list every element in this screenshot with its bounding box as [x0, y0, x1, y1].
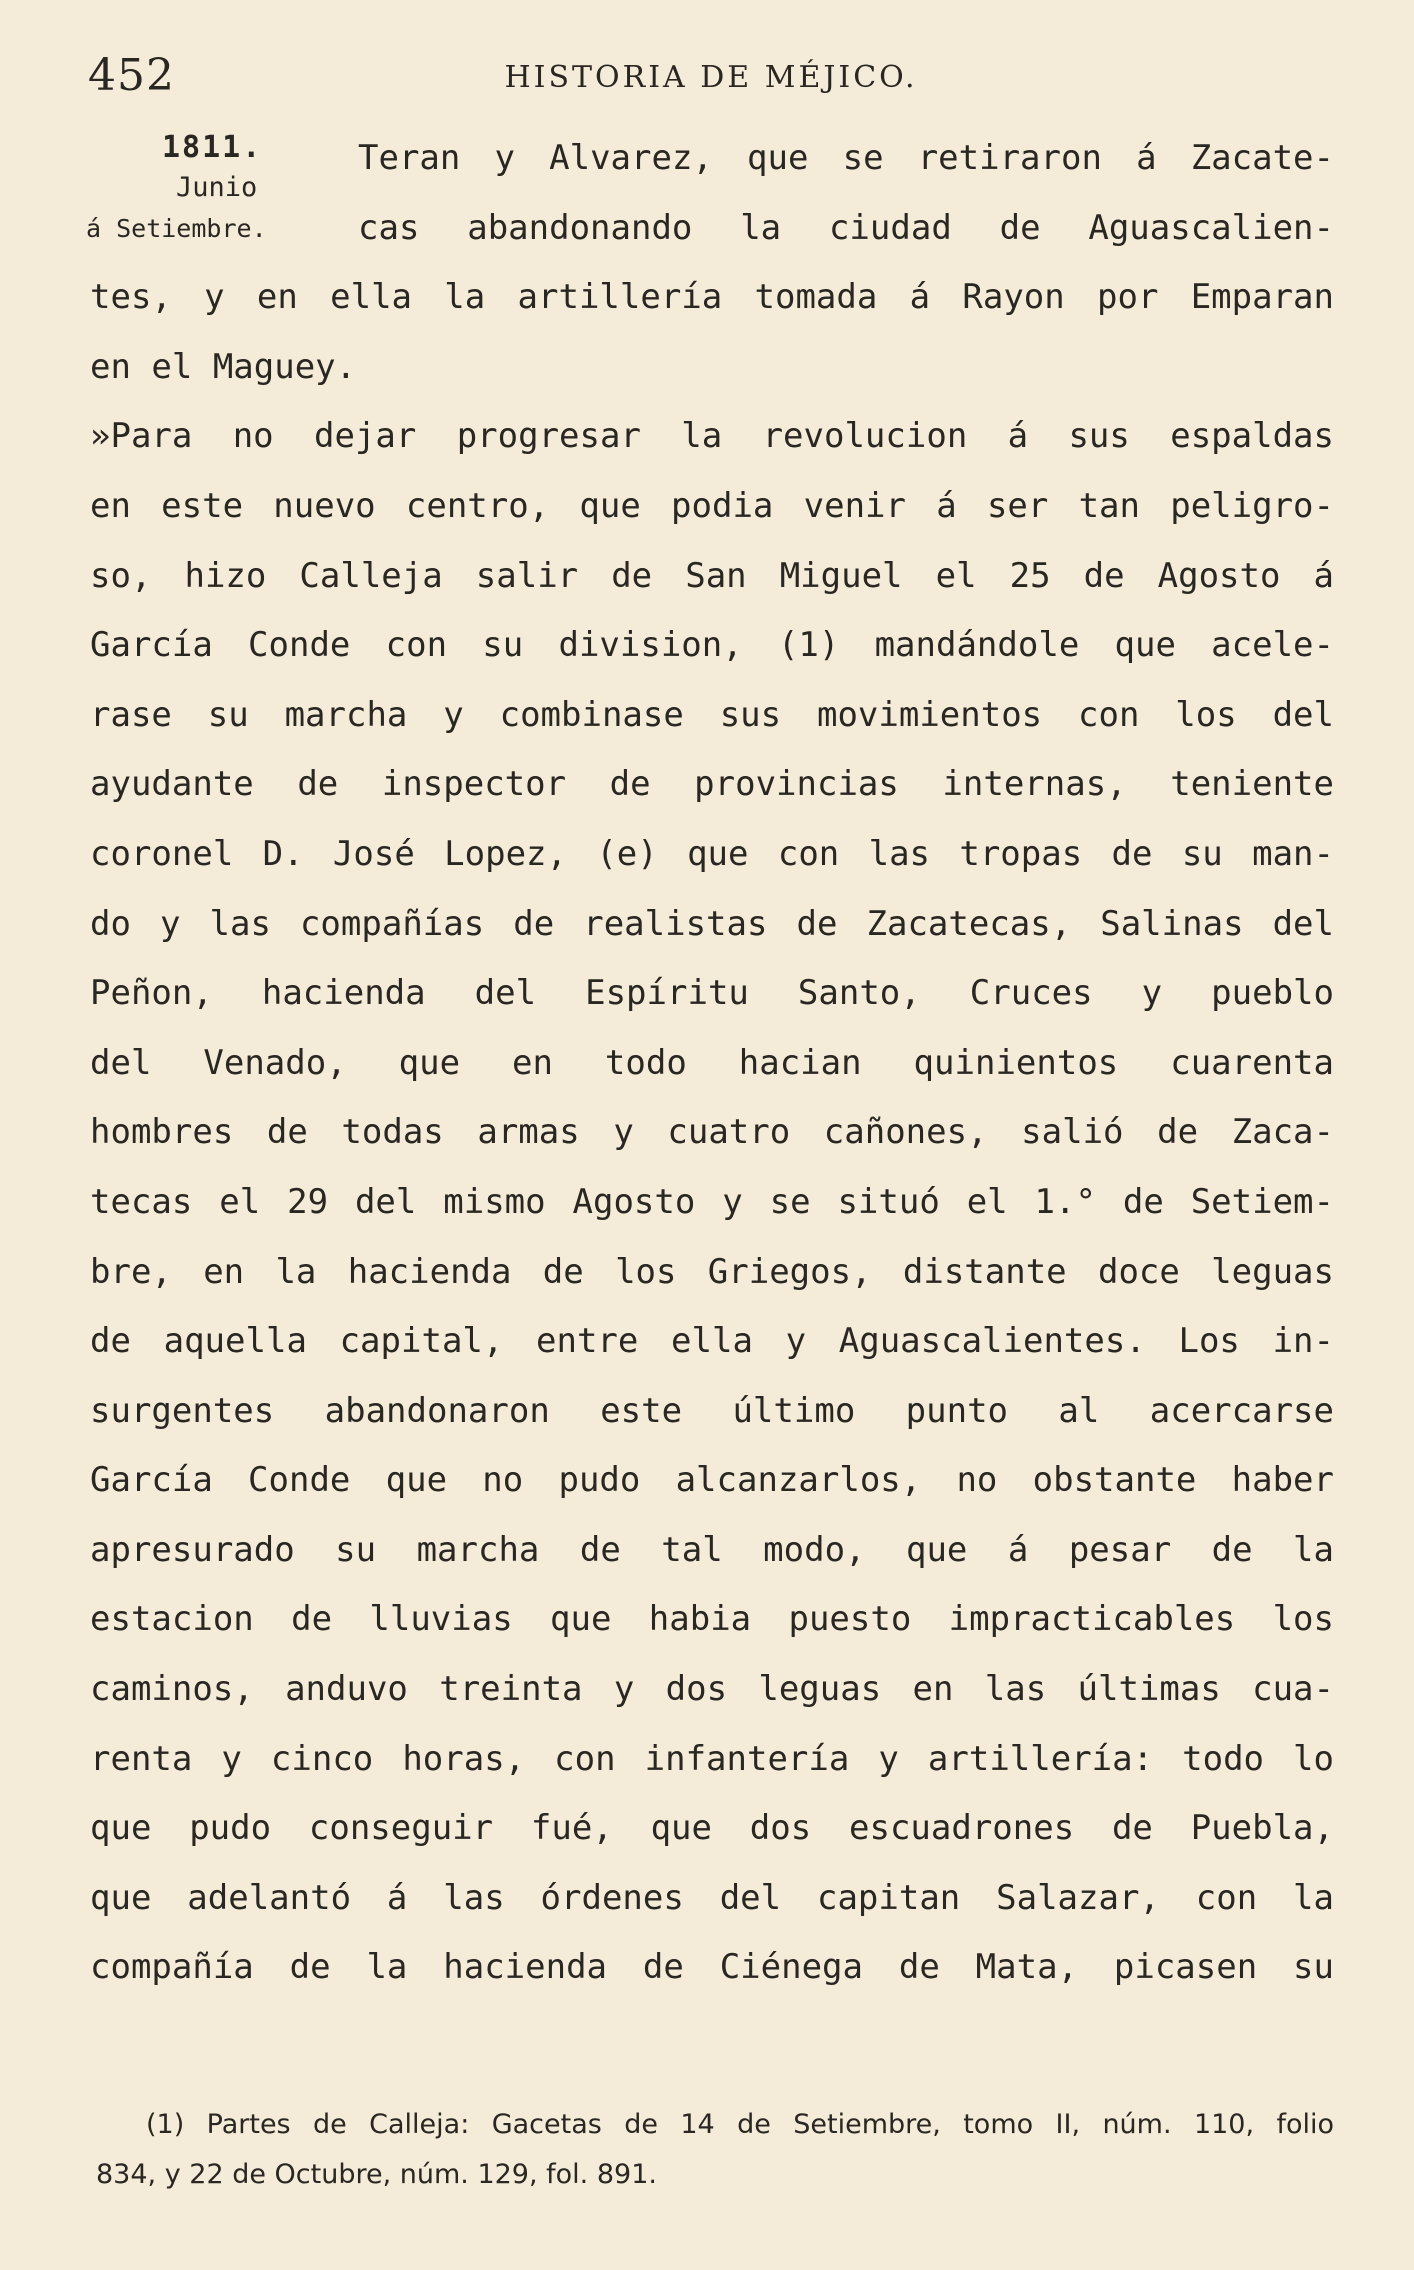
body-line: Peñon, hacienda del Espíritu Santo, Cruces y pueblo — [90, 973, 1334, 1014]
margin-note-year: 1811. — [162, 130, 263, 165]
body-line: apresurado su marcha de tal modo, que á pesar de la — [90, 1529, 1334, 1570]
body-line: cas abandonando la ciudad de Aguascalien- — [358, 207, 1334, 248]
footnote — [96, 2100, 1334, 2200]
body-line: ayudante de inspector de provincias internas, teniente — [90, 764, 1334, 805]
body-line: bre, en la hacienda de los Griegos, distante doce leguas — [90, 1251, 1334, 1292]
footnote-line: (1) Partes de Calleja: Gacetas de 14 de Setiembre, tomo II, núm. 110, folio — [146, 2109, 1334, 2140]
footnote-line: 834, y 22 de Octubre, núm. 129, fol. 891. — [96, 2159, 657, 2190]
body-line: caminos, anduvo treinta y dos leguas en las últimas cua- — [90, 1669, 1334, 1710]
body-line: rase su marcha y combinase sus movimientos con los del — [90, 694, 1334, 735]
body-line: compañía de la hacienda de Ciénega de Mata, picasen su — [90, 1947, 1334, 1988]
body-text — [90, 124, 1334, 2003]
page-header — [88, 50, 1334, 120]
body-line: tecas el 29 del mismo Agosto y se situó el 1.° de Setiem- — [90, 1181, 1334, 1222]
body-line: Teran y Alvarez, que se retiraron á Zacate- — [358, 138, 1334, 178]
body-line: que adelantó á las órdenes del capitan Salazar, con la — [90, 1877, 1334, 1918]
body-line: de aquella capital, entre ella y Aguascalientes. Los in- — [90, 1321, 1334, 1362]
body-line: estacion de lluvias que habia puesto impracticables los — [90, 1599, 1334, 1640]
body-line: do y las compañías de realistas de Zacatecas, Salinas del — [90, 903, 1334, 944]
body-line: surgentes abandonaron este último punto al acercarse — [90, 1390, 1334, 1431]
margin-note-month: Junio — [176, 172, 258, 203]
body-line: »Para no dejar progresar la revolucion á sus espaldas — [90, 416, 1334, 457]
page-number: 452 — [88, 50, 175, 101]
running-head: HISTORIA DE MÉJICO. — [504, 60, 918, 95]
body-line: en el Maguey. — [90, 346, 357, 387]
body-line: García Conde con su division, (1) mandándole que acele- — [90, 625, 1334, 666]
body-line: en este nuevo centro, que podia venir á ser tan peligro- — [90, 485, 1334, 526]
body-line: renta y cinco horas, con infantería y artillería: todo lo — [90, 1738, 1334, 1779]
body-line: que pudo conseguir fué, que dos escuadrones de Puebla, — [90, 1808, 1334, 1849]
body-line: del Venado, que en todo hacian quinientos cuarenta — [90, 1042, 1334, 1083]
body-line: García Conde que no pudo alcanzarlos, no obstante haber — [90, 1460, 1334, 1501]
body-line: so, hizo Calleja salir de San Miguel el 25 de Agosto á — [90, 555, 1334, 596]
body-line: coronel D. José Lopez, (e) que con las tropas de su man- — [90, 833, 1334, 874]
body-line: hombres de todas armas y cuatro cañones, salió de Zaca- — [90, 1112, 1334, 1153]
margin-note-range: á Setiembre. — [86, 214, 267, 243]
body-line: tes, y en ella la artillería tomada á Rayon por Emparan — [90, 277, 1334, 318]
